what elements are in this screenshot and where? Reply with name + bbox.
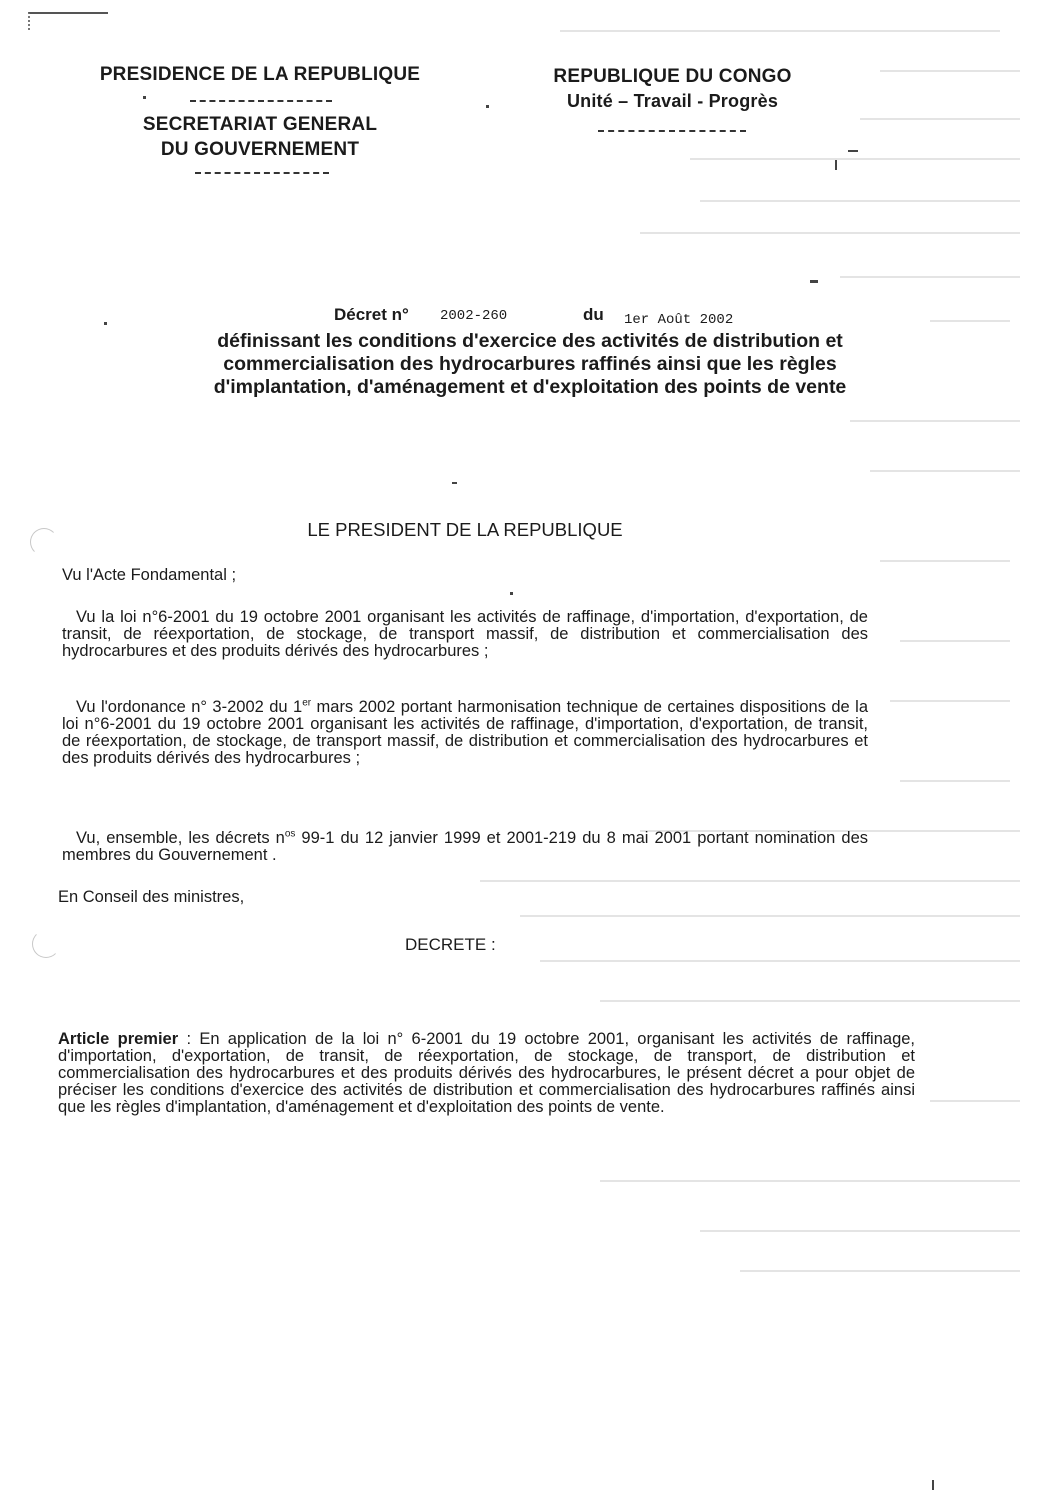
visa-ordonnance-3-2002: Vu l'ordonance n° 3-2002 du 1er mars 2002 portant harmonisation technique de certaines dispositions de la loi n°6-2001 du 19 octobre 2001 organisant les activités de raffinage, d'importation, d'exportation, de transit, de réexportation, de stockage, de transport massif, de distribution et commercialisation des hydrocarbures et des produits dérivés des hydrocarbures ; bbox=[62, 697, 869, 767]
decree-title-line1: définissant les conditions d'exercice des activités de distribution et bbox=[217, 330, 843, 352]
decree-label: Décret n° bbox=[334, 305, 409, 324]
speck bbox=[848, 150, 858, 152]
header-left bbox=[60, 64, 460, 86]
article-premier: Article premier : En application de la loi n° 6-2001 du 19 octobre 2001, organisant les activités de raffinage, d'importation, d'exportation, de transit, de réexportation, de stockage, de transport, de distribution et commercialisation des hydrocarbures et des produits dérivés des hydrocarbures, le présent décret a pour objet de préciser les conditions d'exercice des activités de distribution et commercialisation des hydrocarbures raffinés ainsi que les règles d'implantation, d'aménagement et d'exploitation des points de vente. bbox=[58, 1030, 916, 1116]
speck bbox=[932, 1480, 934, 1490]
speck bbox=[143, 96, 146, 99]
divider-right bbox=[598, 130, 746, 132]
punch-hole-bottom bbox=[32, 930, 60, 958]
national-motto: Unité – Travail - Progrès bbox=[566, 91, 779, 111]
decree-title-line2: commercialisation des hydrocarbures raffinés ainsi que les règles bbox=[223, 353, 837, 375]
article-premier-label: Article premier bbox=[58, 1030, 179, 1048]
scan-mark bbox=[28, 12, 108, 30]
conseil-des-ministres: En Conseil des ministres, bbox=[58, 888, 245, 906]
speck bbox=[835, 160, 837, 170]
presidence-title: PRESIDENCE DE LA REPUBLIQUE bbox=[99, 64, 421, 85]
secretariat-title: SECRETARIAT GENERAL bbox=[142, 114, 378, 135]
speck bbox=[510, 592, 513, 595]
decree-title-line3: d'implantation, d'aménagement et d'exploitation des points de vente bbox=[213, 376, 847, 398]
decrete-heading: DECRETE : bbox=[405, 935, 496, 954]
speck bbox=[452, 482, 457, 484]
gouvernement-title: DU GOUVERNEMENT bbox=[160, 139, 360, 160]
decree-number: 2002-260 bbox=[440, 308, 508, 324]
article-premier-text: En application de la loi n° 6-2001 du 19 octobre 2001, organisant les activités de raffinage, d'importation, d'exportation, de transit, de réexportation, de stockage, de transport, de distribution et commercialisation des hydrocarbures et des produits dérivés des hydrocarbures, le présent décret a pour objet de préciser les conditions d'exercice des activités de distribution et commercialisation des hydrocarbures raffinés ainsi que les règles d'implantation, d'aménagement et d'exploitation des points de vente. bbox=[58, 1030, 916, 1116]
decree-date: 1er Août 2002 bbox=[624, 312, 734, 328]
divider-left-2 bbox=[195, 172, 329, 174]
visa-acte-fondamental: Vu l'Acte Fondamental ; bbox=[62, 566, 237, 584]
decree-du: du bbox=[583, 305, 604, 324]
speck bbox=[810, 280, 818, 283]
visa-loi-6-2001: Vu la loi n°6-2001 du 19 octobre 2001 organisant les activités de raffinage, d'importation, d'exportation, de transit, de réexportation, de stockage, de transport massif, de distribution et commercialisation des hydrocarbures et des produits dérivés des hydrocarbures ; bbox=[62, 608, 868, 660]
divider-left-1 bbox=[190, 100, 332, 102]
punch-hole-top bbox=[30, 528, 58, 556]
president-heading: LE PRESIDENT DE LA REPUBLIQUE bbox=[307, 519, 623, 540]
secretariat-block bbox=[60, 112, 460, 162]
country-title: REPUBLIQUE DU CONGO bbox=[553, 66, 792, 87]
visa-decrets-nomination: Vu, ensemble, les décrets $n^{os}$ 99-1 du 12 janvier 1999 et 2001-219 du 8 mai 2001 portant nomination des membres du Gouvernement . bbox=[62, 828, 868, 864]
decree-title bbox=[80, 330, 980, 399]
header-right bbox=[500, 64, 845, 114]
speck bbox=[486, 105, 489, 108]
decree-heading bbox=[0, 305, 1060, 331]
